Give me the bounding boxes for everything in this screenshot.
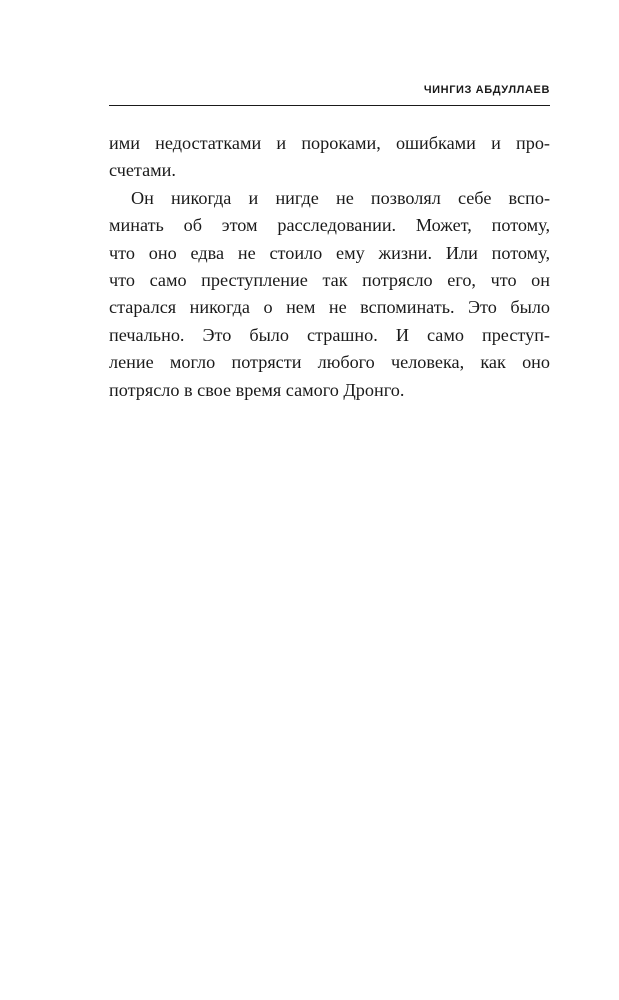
running-head: ЧИНГИЗ АБДУЛЛАЕВ [423, 84, 550, 96]
text-line: ление могло потрясти любого человека, как оно [109, 352, 550, 373]
text-line: потрясло в свое время самого Дронго. [109, 379, 405, 400]
text-line: печально. Это было страшно. И само преступ- [109, 324, 550, 345]
text-line: ими недостатками и пороками, ошибками и про- [109, 133, 550, 153]
text-line: что само преступление так потрясло его, что он [109, 270, 550, 291]
text-line: счетами. [109, 160, 176, 181]
text-line: старался никогда о нем не вспоминать. Это было [109, 297, 550, 318]
text-line: Он никогда и нигде не позволял себе вспо- [131, 187, 550, 208]
body-text [109, 130, 550, 404]
text-line: минать об этом расследовании. Может, потому, [109, 215, 550, 236]
text-line: что оно едва не стоило ему жизни. Или потому, [109, 242, 550, 263]
header-rule [109, 105, 550, 106]
